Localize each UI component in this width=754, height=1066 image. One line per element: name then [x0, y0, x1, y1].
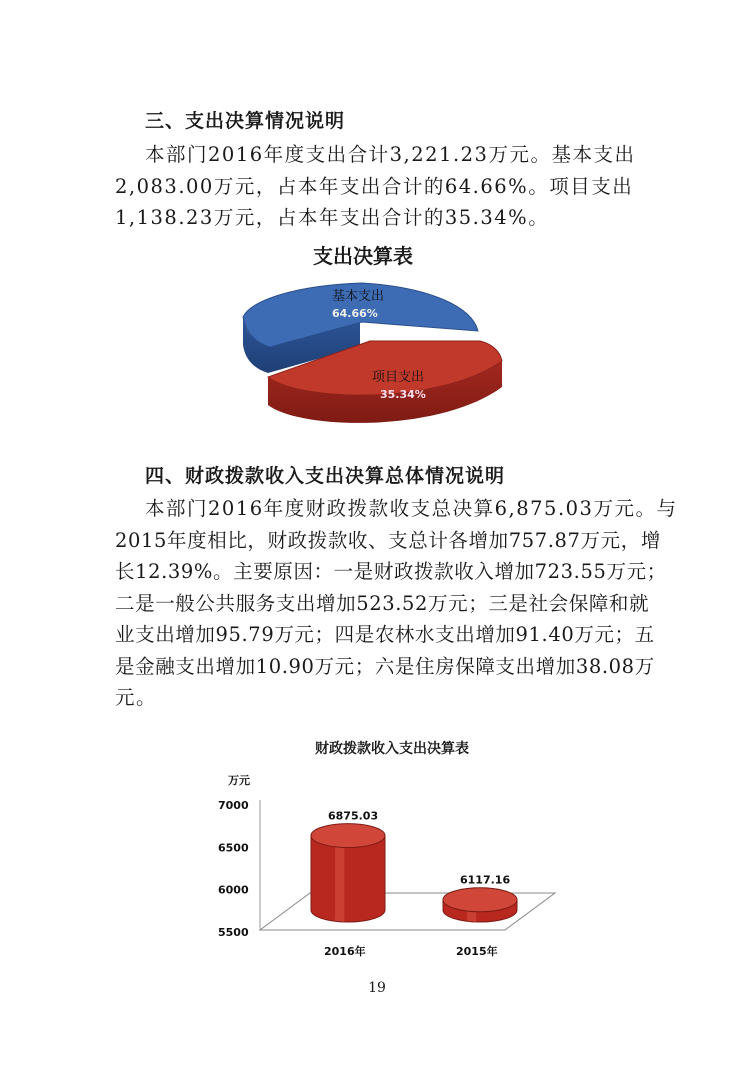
paragraph-line: 二是一般公共服务支出增加523.52万元；三是社会保障和就 [115, 591, 650, 615]
pie-label-project: 项目支出 [372, 370, 425, 385]
y-tick-label: 5500 [218, 926, 249, 939]
bar-body [311, 836, 385, 922]
y-tick-label: 7000 [218, 799, 249, 812]
bar-top-cap [311, 824, 385, 848]
paragraph-line: 业支出增加95.79万元；四是农林水支出增加91.40万元；五 [115, 623, 655, 646]
paragraph-line: 长12.39%。主要原因：一是财政拨款收入增加723.55万元； [115, 560, 667, 583]
bar-value-label: 6117.16 [460, 873, 511, 887]
y-tick-label: 6500 [218, 841, 249, 855]
section-4-paragraph [115, 493, 678, 714]
section-3-paragraph [115, 139, 643, 234]
bar-value-label: 6875.03 [328, 809, 379, 823]
bar-2015年 [443, 888, 517, 922]
pie-percent-basic: 64.66% [332, 307, 378, 320]
pie-chart-title: 支出决算表 [313, 244, 413, 268]
x-tick-label: 2015年 [456, 945, 498, 958]
bar-chart [0, 760, 754, 960]
paragraph-line: 2,083.00万元，占本年支出合计的64.66%。项目支出 [115, 174, 634, 198]
bar-2016年 [311, 824, 385, 922]
pie-chart [0, 265, 754, 465]
bar-highlight [335, 836, 344, 922]
paragraph-line: 本部门2016年度支出合计3,221.23万元。基本支出 [145, 143, 636, 166]
page-number: 19 [368, 980, 386, 996]
y-tick-label: 6000 [218, 883, 249, 897]
section-3-heading: 三、支出决算情况说明 [145, 110, 346, 132]
y-axis-unit-label: 万元 [228, 774, 250, 787]
paragraph-line: 是金融支出增加10.90万元；六是住房保障支出增加38.08万 [115, 654, 655, 678]
paragraph-line: 元。 [115, 686, 158, 709]
section-4-heading: 四、财政拨款收入支出决算总体情况说明 [145, 465, 506, 487]
paragraph-line: 2015年度相比，财政拨款收、支总计各增加757.87万元，增 [115, 528, 661, 552]
bar-chart-title: 财政拨款收入支出决算表 [315, 741, 469, 757]
x-tick-label: 2016年 [324, 945, 366, 958]
bar-top-cap [443, 888, 517, 912]
pie-percent-project: 35.34% [380, 388, 426, 401]
pie-label-basic: 基本支出 [332, 289, 385, 304]
paragraph-line: 1,138.23万元，占本年支出合计的35.34%。 [115, 206, 550, 229]
paragraph-line: 本部门2016年度财政拨款收支总决算6,875.03万元。与 [145, 497, 678, 520]
